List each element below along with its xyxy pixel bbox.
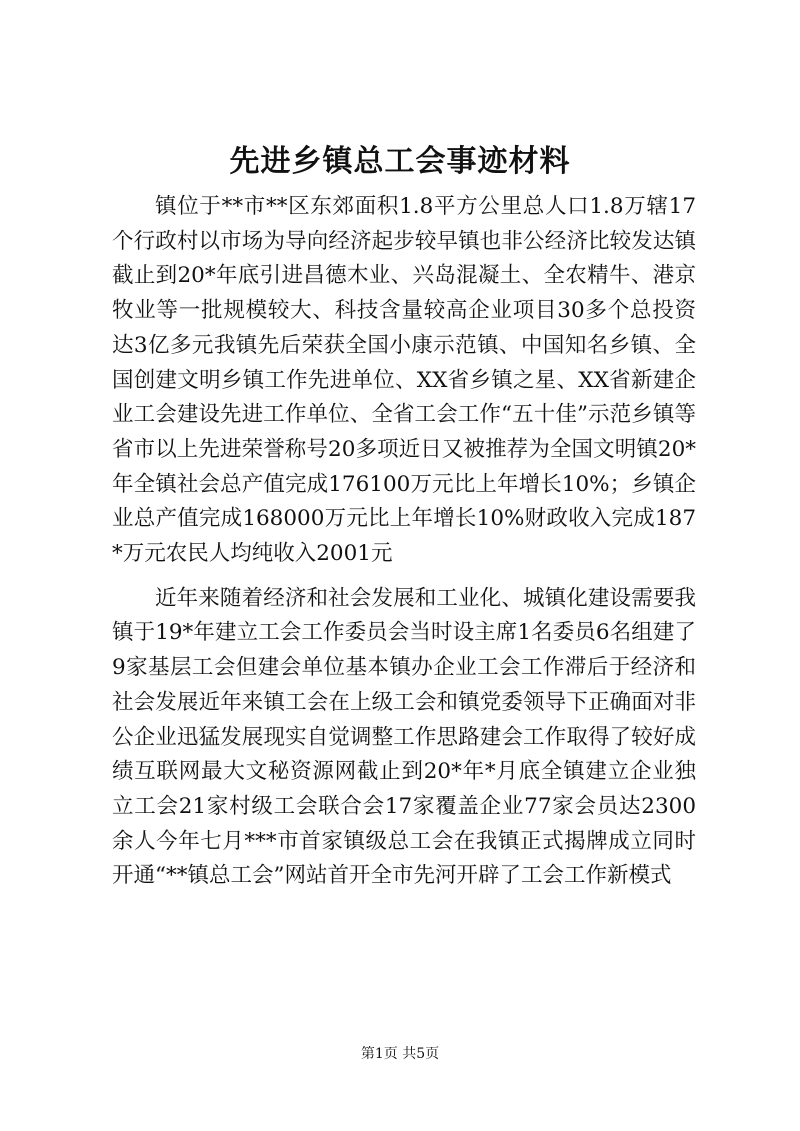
document-title: 先进乡镇总工会事迹材料 xyxy=(229,144,571,179)
paragraph-1: 镇位于**市**区东郊面积1.8平方公里总人口1.8万辖17个行政村以市场为导向经济起步较早镇也非公经济比较发达镇截止到20*年底引进昌德木业、兴岛混凝土、全农精牛、港京牧业等一批规模较大、科技含量较高企业项目30多个总投资达3亿多元我镇先后荣获全国小康示范镇、中国知名乡镇、全国创建文明乡镇工作先进单位、XX省乡镇之星、XX省新建企业工会建设先进工作单位、全省工会工作“五十佳”示范乡镇等省市以上先进荣誉称号20多项近日又被推荐为全国文明镇20*年全镇社会总产值完成176100万元比上年增长10%；乡镇企业总产值完成168000万元比上年增长10%财政收入完成187*万元农民人均纯收入2001元 xyxy=(112,194,696,567)
page-number-footer: 第1页 共5页 xyxy=(360,1046,440,1062)
document-body xyxy=(112,190,696,894)
paragraph-2: 近年来随着经济和社会发展和工业化、城镇化建设需要我镇于19*年建立工会工作委员会当时设主席1名委员6名组建了9家基层工会但建会单位基本镇办企业工会工作滞后于经济和社会发展近年来镇工会在上级工会和镇党委领导下正确面对非公企业迅猛发展现实自觉调整工作思路建会工作取得了较好成绩互联网最大文秘资源网截止到20*年*月底全镇建立企业独立工会21家村级工会联合会17家覆盖企业77家会员达2300余人今年七月***市首家镇级总工会在我镇正式揭牌成立同时开通“**镇总工会”网站首开全市先河开辟了工会工作新模式 xyxy=(112,585,696,889)
